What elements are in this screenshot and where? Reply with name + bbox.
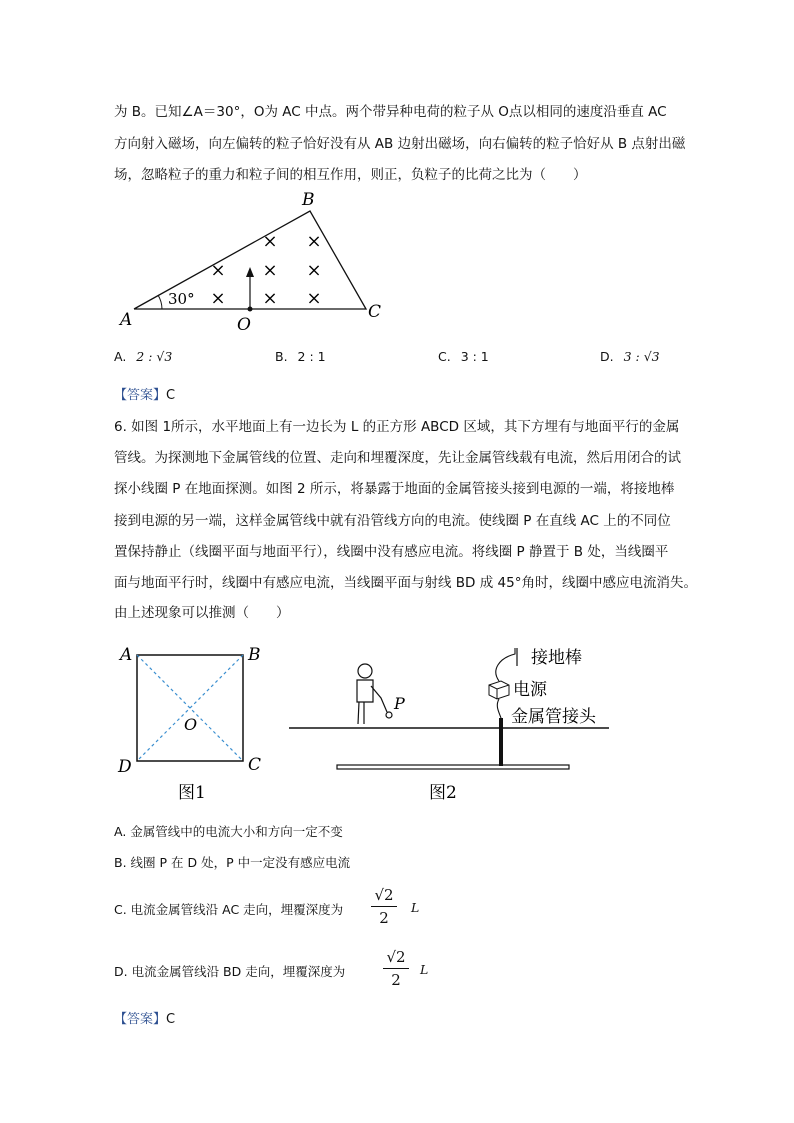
answer-value: C <box>166 388 176 403</box>
fig1-label-o: O <box>184 715 198 734</box>
field-mark: × <box>306 231 322 252</box>
power-source-icon <box>489 681 509 699</box>
fig1-caption: 图1 <box>178 783 206 803</box>
q6-line-2: 管线。为探测地下金属管线的位置、走向和埋覆深度，先让金属管线载有电流，然后用闭合的试 <box>114 450 681 466</box>
figure-2-setup <box>285 640 615 805</box>
q6-line-1: 6. 如图 1所示，水平地面上有一边长为 L 的正方形 ABCD 区域，其下方埋有与地面平行的金属 <box>114 419 680 435</box>
figure-1-square <box>112 640 272 805</box>
person-icon <box>357 664 392 724</box>
vertex-b-label: B <box>302 190 315 210</box>
point-o <box>248 307 253 312</box>
wire-to-ground-rod <box>496 648 515 681</box>
q5-option-a[interactable]: A. 2 : √3 <box>114 349 173 364</box>
answer-tag: 【答案】 <box>114 388 167 403</box>
wire-to-joint <box>497 699 501 718</box>
q5-line-2: 方向射入磁场，向左偏转的粒子恰好没有从 AB 边射出磁场，向右偏转的粒子恰好从 B 点射出磁 <box>114 136 686 152</box>
q6-option-d-fraction: $\frac{√2}{2}$ <box>383 946 409 991</box>
field-mark: × <box>306 288 322 309</box>
field-mark: × <box>262 231 278 252</box>
q5-option-c[interactable]: C. 3 : 1 <box>438 349 489 364</box>
fig1-label-c: C <box>248 755 262 775</box>
q6-option-d[interactable]: D. 电流金属管线沿 BD 走向，埋覆深度为 <box>114 964 346 979</box>
triangle-figure <box>100 185 400 335</box>
vertex-a-label: A <box>120 310 133 330</box>
q6-line-3: 探小线圈 P 在地面探测。如图 2 所示，将暴露于地面的金属管接头接到电源的一端，将接地棒 <box>114 481 675 497</box>
q5-line-1: 为 B。已知∠A＝30°，O为 AC 中点。两个带异种电荷的粒子从 O点以相同的速度沿垂直 AC <box>114 104 667 120</box>
field-mark: × <box>306 260 322 281</box>
field-mark: × <box>262 288 278 309</box>
q5-option-d[interactable]: D. 3 : √3 <box>600 349 660 364</box>
ground-rod-label: 接地棒 <box>531 648 582 668</box>
q6-option-c-fraction: $\frac{√2}{2}$ <box>371 884 397 929</box>
fig1-label-b: B <box>248 645 261 665</box>
field-mark: × <box>210 260 226 281</box>
answer-value: C <box>166 1012 176 1027</box>
q6-option-c[interactable]: C. 电流金属管线沿 AC 走向，埋覆深度为 <box>114 902 344 917</box>
q6-line-6: 面与地面平行时，线圈中有感应电流，当线圈平面与射线 BD 成 45°角时，线圈中感应电流消失。 <box>114 575 697 591</box>
power-label: 电源 <box>513 680 547 700</box>
velocity-arrowhead <box>246 267 254 277</box>
q6-line-4: 接到电源的另一端，这样金属管线中就有沿管线方向的电流。使线圈 P 在直线 AC 上的不同位 <box>114 513 671 529</box>
buried-pipe <box>337 765 569 769</box>
q6-option-b[interactable]: B. 线圈 P 在 D 处，P 中一定没有感应电流 <box>114 855 351 870</box>
fig1-label-a: A <box>120 645 133 665</box>
q5-answer <box>114 384 175 403</box>
fig1-label-d: D <box>118 757 132 777</box>
angle-arc <box>158 295 162 309</box>
joint-label: 金属管接头 <box>511 707 596 727</box>
q6-option-a[interactable]: A. 金属管线中的电流大小和方向一定不变 <box>114 824 343 839</box>
pipe-joint <box>499 718 503 766</box>
q6-line-5: 置保持静止（线圈平面与地面平行），线圈中没有感应电流。将线圈 P 静置于 B 处，当线圈平 <box>114 544 669 560</box>
q6-answer <box>114 1008 175 1027</box>
angle-label: 30° <box>168 290 195 308</box>
q5-option-b[interactable]: B. 2 : 1 <box>275 349 326 364</box>
q6-option-c-unit: L <box>411 900 420 915</box>
q5-line-3: 场，忽略粒子的重力和粒子间的相互作用，则正，负粒子的比荷之比为（ ） <box>114 167 587 183</box>
answer-tag: 【答案】 <box>114 1012 167 1027</box>
fig2-caption: 图2 <box>429 783 457 803</box>
point-o-label: O <box>237 315 251 335</box>
q6-option-d-unit: L <box>420 962 429 977</box>
field-mark: × <box>262 260 278 281</box>
field-mark: × <box>210 288 226 309</box>
coil-label: P <box>394 694 405 713</box>
vertex-c-label: C <box>368 302 382 322</box>
q6-line-7: 由上述现象可以推测（ ） <box>114 605 290 621</box>
magnetic-field-marks <box>210 231 321 309</box>
